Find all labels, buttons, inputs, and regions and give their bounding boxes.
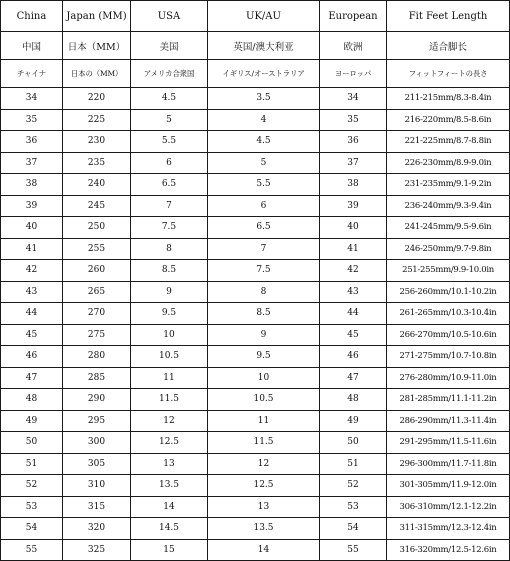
header-china-zh: 中国 <box>1 32 63 60</box>
cell-japan-mm: 245 <box>63 195 131 217</box>
cell-european: 54 <box>320 518 387 540</box>
cell-usa: 12 <box>131 410 208 432</box>
table-row <box>1 475 510 497</box>
table-row <box>1 195 510 217</box>
cell-fit-feet-length: 301-305mm/11.9-12.0in <box>387 475 510 497</box>
cell-fit-feet-length: 221-225mm/8.7-8.8in <box>387 131 510 153</box>
cell-european: 44 <box>320 303 387 325</box>
header-usa-ja: アメリカ合衆国 <box>131 60 208 88</box>
cell-european: 38 <box>320 174 387 196</box>
cell-china: 38 <box>1 174 63 196</box>
cell-japan-mm: 305 <box>63 453 131 475</box>
cell-uk-au: 11 <box>208 410 320 432</box>
header-european-ja: ヨーロッパ <box>320 60 387 88</box>
cell-european: 40 <box>320 217 387 239</box>
header-usa: USA <box>131 1 208 32</box>
cell-fit-feet-length: 316-320mm/12.5-12.6in <box>387 539 510 561</box>
cell-china: 44 <box>1 303 63 325</box>
cell-uk-au: 4.5 <box>208 131 320 153</box>
header-european: European <box>320 1 387 32</box>
cell-japan-mm: 235 <box>63 152 131 174</box>
cell-european: 43 <box>320 281 387 303</box>
cell-fit-feet-length: 296-300mm/11.7-11.8in <box>387 453 510 475</box>
cell-fit-feet-length: 246-250mm/9.7-9.8in <box>387 238 510 260</box>
cell-usa: 15 <box>131 539 208 561</box>
cell-european: 34 <box>320 88 387 110</box>
cell-fit-feet-length: 251-255mm/9.9-10.0in <box>387 260 510 282</box>
cell-uk-au: 7.5 <box>208 260 320 282</box>
cell-fit-feet-length: 311-315mm/12.3-12.4in <box>387 518 510 540</box>
cell-usa: 7 <box>131 195 208 217</box>
cell-uk-au: 11.5 <box>208 432 320 454</box>
cell-usa: 12.5 <box>131 432 208 454</box>
cell-european: 51 <box>320 453 387 475</box>
cell-japan-mm: 270 <box>63 303 131 325</box>
cell-china: 41 <box>1 238 63 260</box>
cell-china: 48 <box>1 389 63 411</box>
header-japan-mm: Japan (MM) <box>63 1 131 32</box>
table-row <box>1 281 510 303</box>
cell-uk-au: 4 <box>208 109 320 131</box>
cell-usa: 11 <box>131 367 208 389</box>
cell-uk-au: 13.5 <box>208 518 320 540</box>
cell-china: 46 <box>1 346 63 368</box>
header-fit-feet-length-ja: フィットフィートの長さ <box>387 60 510 88</box>
table-row <box>1 131 510 153</box>
cell-european: 36 <box>320 131 387 153</box>
table-row <box>1 539 510 561</box>
cell-fit-feet-length: 226-230mm/8.9-9.0in <box>387 152 510 174</box>
cell-uk-au: 3.5 <box>208 88 320 110</box>
cell-european: 48 <box>320 389 387 411</box>
cell-fit-feet-length: 216-220mm/8.5-8.6in <box>387 109 510 131</box>
cell-uk-au: 9 <box>208 324 320 346</box>
cell-fit-feet-length: 256-260mm/10.1-10.2in <box>387 281 510 303</box>
cell-uk-au: 10 <box>208 367 320 389</box>
cell-uk-au: 8 <box>208 281 320 303</box>
cell-fit-feet-length: 286-290mm/11.3-11.4in <box>387 410 510 432</box>
cell-uk-au: 10.5 <box>208 389 320 411</box>
header-china: China <box>1 1 63 32</box>
cell-japan-mm: 225 <box>63 109 131 131</box>
table-row <box>1 217 510 239</box>
cell-china: 35 <box>1 109 63 131</box>
cell-uk-au: 9.5 <box>208 346 320 368</box>
cell-uk-au: 12 <box>208 453 320 475</box>
table-row <box>1 303 510 325</box>
cell-china: 53 <box>1 496 63 518</box>
header-row-chinese <box>1 32 510 60</box>
cell-china: 45 <box>1 324 63 346</box>
header-european-zh: 欧洲 <box>320 32 387 60</box>
cell-china: 54 <box>1 518 63 540</box>
cell-japan-mm: 280 <box>63 346 131 368</box>
cell-china: 51 <box>1 453 63 475</box>
table-row <box>1 174 510 196</box>
cell-usa: 10.5 <box>131 346 208 368</box>
cell-china: 37 <box>1 152 63 174</box>
cell-european: 45 <box>320 324 387 346</box>
cell-european: 37 <box>320 152 387 174</box>
cell-usa: 7.5 <box>131 217 208 239</box>
header-china-ja: チャイナ <box>1 60 63 88</box>
table-row <box>1 432 510 454</box>
cell-japan-mm: 325 <box>63 539 131 561</box>
cell-usa: 14.5 <box>131 518 208 540</box>
cell-fit-feet-length: 291-295mm/11.5-11.6in <box>387 432 510 454</box>
cell-fit-feet-length: 211-215mm/8.3-8.4in <box>387 88 510 110</box>
cell-japan-mm: 275 <box>63 324 131 346</box>
cell-uk-au: 5 <box>208 152 320 174</box>
cell-european: 42 <box>320 260 387 282</box>
cell-uk-au: 6 <box>208 195 320 217</box>
cell-usa: 8 <box>131 238 208 260</box>
table-row <box>1 518 510 540</box>
cell-fit-feet-length: 306-310mm/12.1-12.2in <box>387 496 510 518</box>
cell-usa: 6.5 <box>131 174 208 196</box>
cell-japan-mm: 250 <box>63 217 131 239</box>
table-row <box>1 453 510 475</box>
cell-european: 35 <box>320 109 387 131</box>
cell-uk-au: 8.5 <box>208 303 320 325</box>
cell-fit-feet-length: 271-275mm/10.7-10.8in <box>387 346 510 368</box>
cell-european: 50 <box>320 432 387 454</box>
cell-fit-feet-length: 266-270mm/10.5-10.6in <box>387 324 510 346</box>
cell-european: 47 <box>320 367 387 389</box>
table-row <box>1 389 510 411</box>
cell-japan-mm: 230 <box>63 131 131 153</box>
header-usa-zh: 美国 <box>131 32 208 60</box>
cell-japan-mm: 220 <box>63 88 131 110</box>
header-uk-au-ja: イギリス/オーストラリア <box>208 60 320 88</box>
cell-japan-mm: 300 <box>63 432 131 454</box>
cell-china: 39 <box>1 195 63 217</box>
cell-european: 39 <box>320 195 387 217</box>
table-row <box>1 367 510 389</box>
cell-fit-feet-length: 276-280mm/10.9-11.0in <box>387 367 510 389</box>
cell-uk-au: 13 <box>208 496 320 518</box>
table-row <box>1 346 510 368</box>
table-row <box>1 109 510 131</box>
table-row <box>1 496 510 518</box>
cell-china: 43 <box>1 281 63 303</box>
cell-japan-mm: 315 <box>63 496 131 518</box>
header-fit-feet-length: Fit Feet Length <box>387 1 510 32</box>
cell-china: 50 <box>1 432 63 454</box>
cell-china: 40 <box>1 217 63 239</box>
cell-uk-au: 6.5 <box>208 217 320 239</box>
cell-japan-mm: 290 <box>63 389 131 411</box>
header-uk-au: UK/AU <box>208 1 320 32</box>
header-uk-au-zh: 英国/澳大利亚 <box>208 32 320 60</box>
header-row-japanese <box>1 60 510 88</box>
cell-uk-au: 14 <box>208 539 320 561</box>
cell-usa: 5.5 <box>131 131 208 153</box>
cell-china: 47 <box>1 367 63 389</box>
table-row <box>1 260 510 282</box>
cell-china: 34 <box>1 88 63 110</box>
cell-european: 41 <box>320 238 387 260</box>
cell-usa: 9.5 <box>131 303 208 325</box>
table-row <box>1 88 510 110</box>
cell-usa: 14 <box>131 496 208 518</box>
cell-china: 49 <box>1 410 63 432</box>
cell-japan-mm: 320 <box>63 518 131 540</box>
cell-uk-au: 7 <box>208 238 320 260</box>
cell-european: 49 <box>320 410 387 432</box>
cell-fit-feet-length: 231-235mm/9.1-9.2in <box>387 174 510 196</box>
cell-usa: 10 <box>131 324 208 346</box>
cell-european: 53 <box>320 496 387 518</box>
cell-usa: 8.5 <box>131 260 208 282</box>
cell-japan-mm: 295 <box>63 410 131 432</box>
cell-china: 55 <box>1 539 63 561</box>
cell-fit-feet-length: 236-240mm/9.3-9.4in <box>387 195 510 217</box>
cell-japan-mm: 285 <box>63 367 131 389</box>
table-row <box>1 238 510 260</box>
cell-usa: 9 <box>131 281 208 303</box>
table-row <box>1 410 510 432</box>
cell-european: 52 <box>320 475 387 497</box>
header-row-english <box>1 1 510 32</box>
cell-usa: 6 <box>131 152 208 174</box>
cell-china: 52 <box>1 475 63 497</box>
size-chart-body <box>1 1 510 561</box>
cell-japan-mm: 240 <box>63 174 131 196</box>
cell-usa: 4.5 <box>131 88 208 110</box>
cell-usa: 13 <box>131 453 208 475</box>
cell-japan-mm: 310 <box>63 475 131 497</box>
table-row <box>1 152 510 174</box>
cell-usa: 11.5 <box>131 389 208 411</box>
cell-fit-feet-length: 261-265mm/10.3-10.4in <box>387 303 510 325</box>
header-fit-feet-length-zh: 适合脚长 <box>387 32 510 60</box>
cell-japan-mm: 255 <box>63 238 131 260</box>
cell-japan-mm: 265 <box>63 281 131 303</box>
cell-japan-mm: 260 <box>63 260 131 282</box>
cell-european: 46 <box>320 346 387 368</box>
header-japan-zh: 日本（MM） <box>63 32 131 60</box>
cell-european: 55 <box>320 539 387 561</box>
cell-usa: 5 <box>131 109 208 131</box>
header-japan-ja: 日本の（MM） <box>63 60 131 88</box>
cell-china: 36 <box>1 131 63 153</box>
cell-china: 42 <box>1 260 63 282</box>
cell-uk-au: 5.5 <box>208 174 320 196</box>
cell-usa: 13.5 <box>131 475 208 497</box>
cell-fit-feet-length: 281-285mm/11.1-11.2in <box>387 389 510 411</box>
cell-uk-au: 12.5 <box>208 475 320 497</box>
table-row <box>1 324 510 346</box>
cell-fit-feet-length: 241-245mm/9.5-9.6in <box>387 217 510 239</box>
